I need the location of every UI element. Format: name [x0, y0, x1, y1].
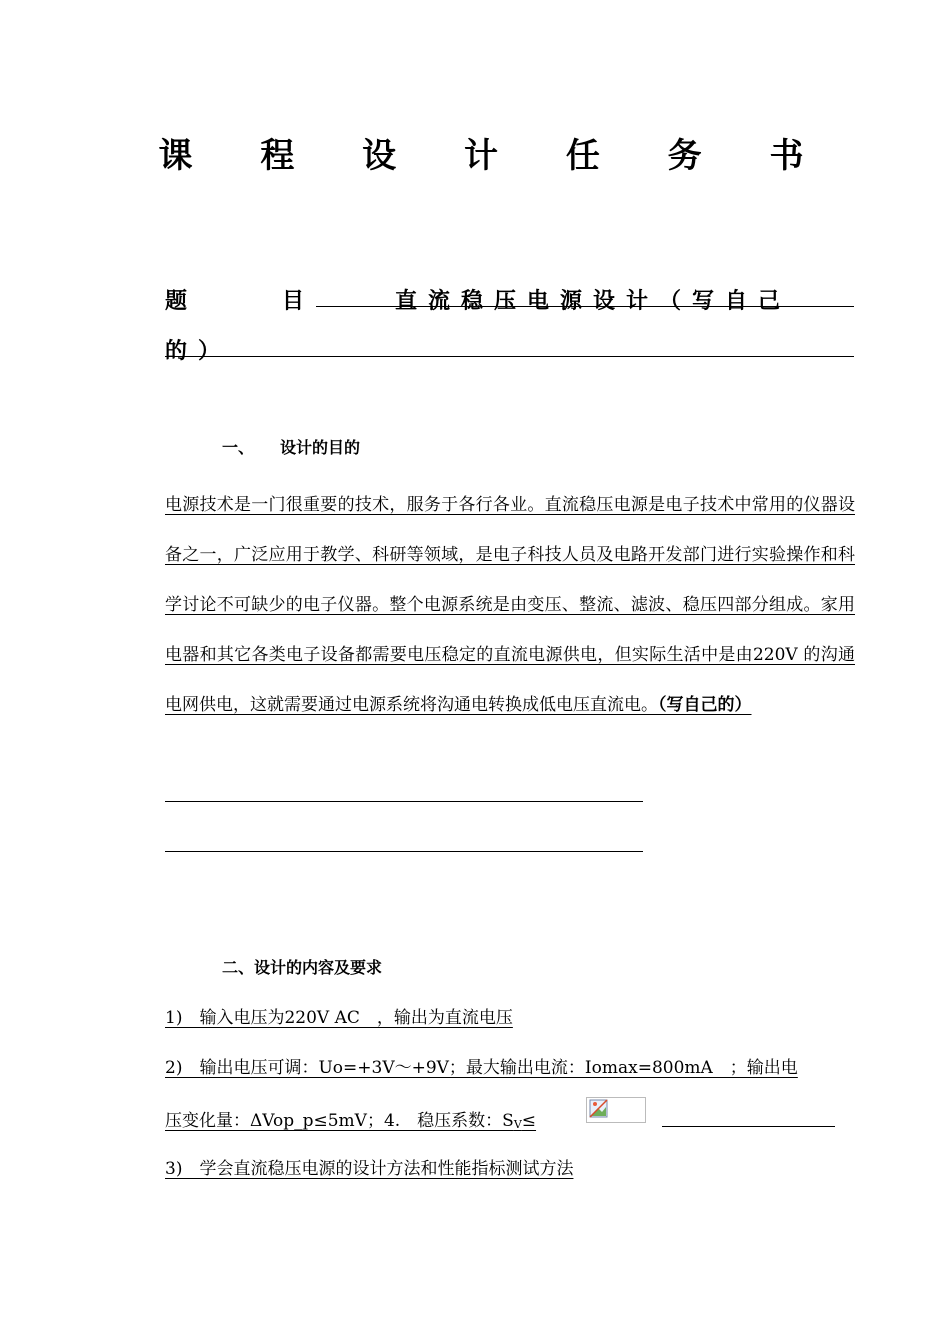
section1-note: （写自己的）: [658, 695, 752, 715]
le-symbol: ≤: [521, 1111, 537, 1131]
section1-number: 一、: [222, 438, 255, 457]
topic-label-2: 目: [282, 289, 305, 314]
topic-text-line1: 直流稳压电源设计（写自己: [395, 289, 792, 314]
blank-line-1: [165, 801, 643, 802]
topic-text-line2: 的）: [165, 339, 232, 364]
sv-subscript: V: [513, 1118, 522, 1131]
topic-label-1: 题: [165, 289, 188, 314]
requirement-2-line1: 2) 输出电压可调：Uo=+3V～+9V；最大输出电流：Iomax=800mA ；输出电: [165, 1058, 798, 1078]
requirement-1: 1) 输入电压为220V AC ，输出为直流电压: [165, 1008, 513, 1028]
broken-image-icon: [586, 1097, 646, 1123]
section1-heading: 设计的目的: [280, 438, 361, 457]
requirement-2-line2-text: 压变化量：ΔVop_p≤5mV；4. 稳压系数：S: [165, 1111, 514, 1131]
document-title: 课 程 设 计 任 务 书: [158, 136, 832, 176]
requirement-3: 3) 学会直流稳压电源的设计方法和性能指标测试方法: [165, 1159, 574, 1179]
section2-heading: 二、设计的内容及要求: [222, 958, 383, 977]
blank-line-2: [165, 851, 643, 852]
section1-paragraph: [165, 480, 855, 730]
section1-paragraph-text: 电源技术是一门很重要的技术，服务于各行各业。直流稳压电源是电子技术中常用的仪器设备之一，广泛应用于教学、科研等领域，是电子科技人员及电路开发部门进行实验操作和科学讨论不可缺少的电子仪器。整个电源系统是由变压、整流、滤波、稳压四部分组成。家用电器和其它各类电子设备都需要电压稳定的直流电源供电，但实际生活中是由220V 的沟通电网供电，这就需要通过电源系统将沟通电转换成低电压直流电。: [165, 495, 855, 715]
requirement-2-blank: [662, 1126, 835, 1127]
topic-underline-2: [165, 356, 854, 357]
requirement-2-line2: [165, 1106, 536, 1131]
